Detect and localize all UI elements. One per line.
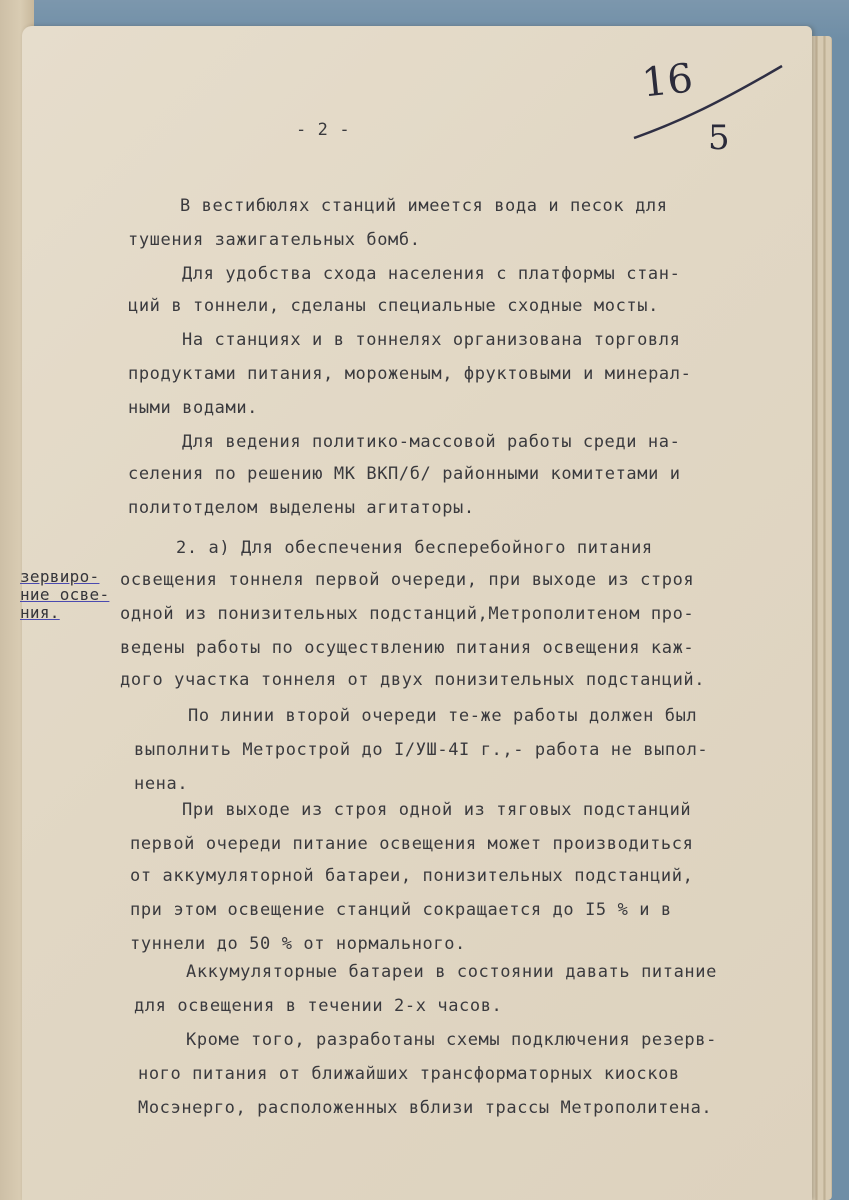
text-line: политотделом выделены агитаторы.	[128, 498, 475, 518]
text-line: при этом освещение станций сокращается до I5 % и в	[130, 900, 672, 920]
text-line: 2. а) Для обеспечения бесперебойного питания	[176, 538, 653, 558]
text-line: ного питания от ближайших трансформаторных киосков	[138, 1064, 680, 1084]
text-line: ными водами.	[128, 398, 259, 418]
page-number: - 2 -	[296, 120, 351, 140]
text-line: освещения тоннеля первой очереди, при выходе из строя	[120, 570, 695, 590]
text-line: продуктами питания, мороженым, фруктовыми и минерал-	[128, 364, 692, 384]
text-line: первой очереди питание освещения может производиться	[130, 834, 694, 854]
text-line: Мосэнерго, расположенных вблизи трассы Метрополитена.	[138, 1098, 713, 1118]
text-line: селения по решению МК ВКП/б/ районными комитетами и	[128, 464, 681, 484]
text-line: По линии второй очереди те-же работы должен был	[188, 706, 698, 726]
text-line: ведены работы по осуществлению питания освещения каж-	[120, 638, 695, 658]
text-line: Для удобства схода населения с платформы стан-	[182, 264, 681, 284]
text-line: На станциях и в тоннелях организована торговля	[182, 330, 681, 350]
text-line: дого участка тоннеля от двух понизительных подстанций.	[120, 670, 706, 690]
text-line: тушения зажигательных бомб.	[128, 230, 421, 250]
text-line: ций в тоннели, сделаны специальные сходные мосты.	[128, 296, 659, 316]
text-line: В вестибюлях станций имеется вода и песок для	[180, 196, 668, 216]
margin-note-line-2: ние осве-	[20, 585, 110, 604]
text-line: одной из понизительных подстанций,Метрополитеном про-	[120, 604, 695, 624]
text-line: от аккумуляторной батареи, понизительных подстанций,	[130, 866, 694, 886]
text-line: Кроме того, разработаны схемы подключения резерв-	[186, 1030, 717, 1050]
text-line: нена.	[134, 774, 189, 794]
margin-note-line-3: ния.	[20, 603, 60, 622]
text-line: Аккумуляторные батареи в состоянии давать питание	[186, 962, 717, 982]
handwritten-folio-number: 16	[639, 55, 696, 107]
text-line: туннели до 50 % от нормального.	[130, 934, 466, 954]
handwritten-folio-small: 5	[708, 118, 730, 158]
text-line: Для ведения политико-массовой работы среди на-	[182, 432, 681, 452]
text-line: При выходе из строя одной из тяговых подстанций	[182, 800, 692, 820]
margin-note-line-1: зервиро-	[20, 567, 100, 586]
text-line: для освещения в течении 2-х часов.	[134, 996, 503, 1016]
text-line: выполнить Метрострой до I/УШ-4I г.,- работа не выпол-	[134, 740, 709, 760]
